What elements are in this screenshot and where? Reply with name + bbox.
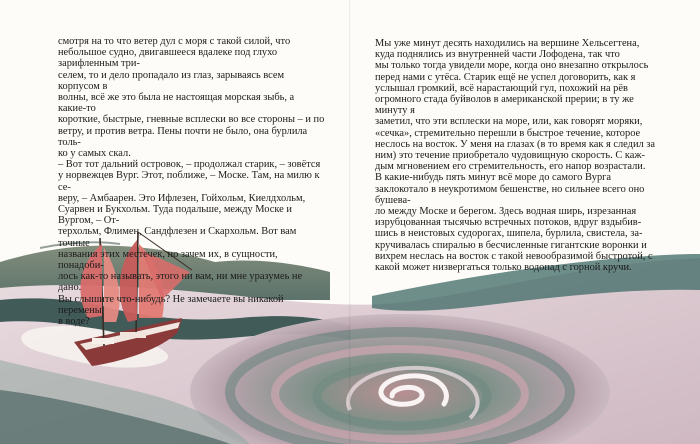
text-line: ним) это течение приобретало чудовищную скорость. С каж- (375, 150, 645, 162)
text-line: Вы слышите что-нибудь? Не замечаете вы никакой перемены (58, 293, 284, 316)
text-line: терхольм, Флимен, Сандфлезен и Скархольм. Вот вам точные (58, 226, 297, 249)
book-spine (349, 0, 351, 444)
text-line: веру, – Амбаарен. Это Ифлезен, Гойхольм, Киелдхольм, Суарвен и Букхольм. Туда подальше, между Моске и Вургом, – От- (58, 192, 306, 227)
text-line: заметил, что эти всплески на море, или, как говорят моряки, (375, 116, 643, 128)
text-line: услышал громкий, всё нарастающий гул, похожий на рёв огромного стада буйволов в американской прерии; в ту же минуту я (375, 82, 634, 117)
text-line: изрубцованная тысячью встречных потоков, вдруг вздыбив- (375, 217, 642, 229)
text-line: ко у самых скал. (58, 148, 131, 160)
text-line: дым мгновением его стремительность, его напор возрастали. (375, 161, 646, 173)
text-line: «сечка», стремительно перешли в быстрое течение, которое (375, 127, 641, 139)
text-line: волны, всё же это была не настоящая морская зыбь, а какие-то (58, 92, 295, 115)
text-line: ветру, и против ветра. Пены почти не было, она бурлила толь- (58, 125, 308, 148)
text-line: в воде? (58, 316, 90, 328)
text-line: вихрем неслась на восток с такой невообразимой быстротой, с (375, 250, 653, 262)
text-line: какой может низвергаться только водопад с горной кручи. (375, 262, 632, 274)
text-line: названия этих местечек, но зачем их, в сущности, понадоби- (58, 248, 278, 272)
text-line: – Вот тот дальний островок, – продолжал старик, – зовётся (58, 159, 321, 171)
text-line: Мы уже минут десять находились на вершине Хельсегтена, куда поднялись из внутренней части Лофодена, так что (375, 38, 640, 61)
text-line: В какие-нибудь пять минут всё море до самого Вурга заклокотало в неукротимом бешенстве, но сильнее всего оно бушева- (375, 172, 645, 206)
text-line: селем, то и дело пропадало из глаз, зарываясь всем корпусом в (58, 69, 285, 92)
text-line: шись в неистовых судорогах, шипела, бурлила, свистела, за- (375, 228, 643, 240)
text-line: у норвежцев Вург. Этот, поближе, – Моске. Там, на милю к се- (58, 170, 320, 193)
text-line: ло между Моске и берегом. Здесь водная ширь, изрезанная (375, 206, 637, 218)
text-line: неслось на восток. У меня на глазах (в то время как я следил за (375, 138, 656, 150)
text-line: короткие, быстрые, гневные всплески во все стороны – и по (58, 114, 325, 126)
right-page-text (375, 38, 657, 273)
text-line: кручивалась спиралью в бесчисленные гигантские воронки и (375, 239, 647, 251)
text-line: лось как-то называть, этого ни вам, ни мне уразумеь не дано. (58, 271, 303, 294)
text-line: перед нами с утёса. Старик ещё не успел договорить, как я (375, 71, 636, 83)
left-page-text (58, 36, 324, 327)
text-line: смотря на то что ветер дул с моря с такой силой, что небольшое судно, двигавшееся вдалеке под глухо зарифленным три- (58, 36, 291, 70)
text-line: мы только тогда увидели море, когда оно внезапно открылось (375, 60, 649, 72)
